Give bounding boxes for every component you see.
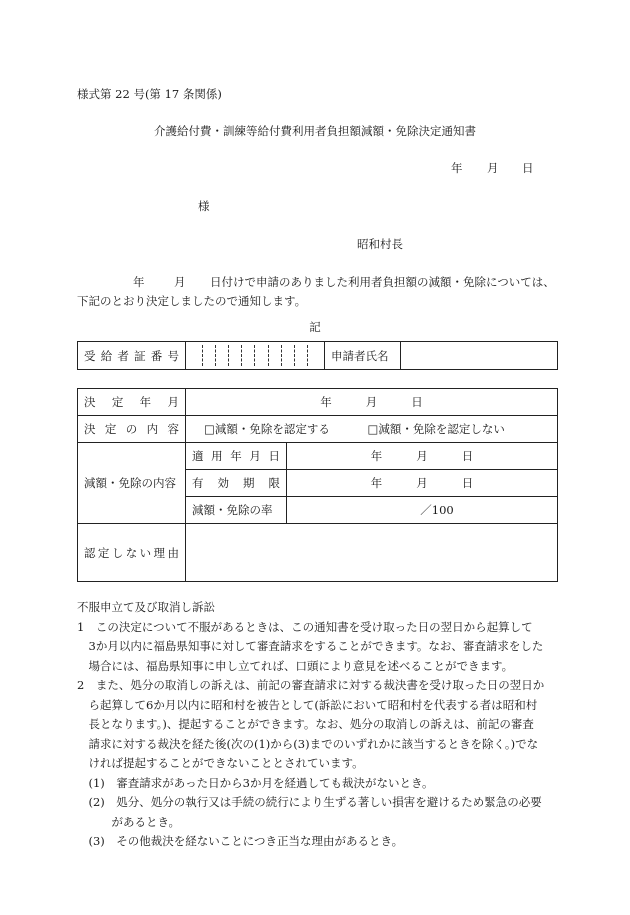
apply-month: 月	[416, 449, 428, 463]
intro-month: 月	[174, 275, 186, 289]
reduction-label: 減額・免除の内容	[78, 443, 186, 524]
apply-year: 年	[370, 449, 383, 463]
option-reject-checkbox[interactable]: □減額・免除を認定しない	[367, 422, 505, 436]
valid-year: 年	[370, 476, 383, 490]
date-day: 日	[522, 161, 534, 175]
recipient-number-boxes[interactable]	[186, 342, 325, 370]
apply-date-label: 適 用 年 月 日	[192, 449, 280, 463]
notes-line: 長となります。)、提起することができます。なお、処分の取消しの訴えは、前記の審査	[77, 717, 534, 731]
notes-line: 場合には、福島県知事に申し立てれば、口頭により意見を述べることができます。	[77, 658, 514, 673]
valid-day: 日	[461, 476, 474, 490]
reason-label: 認 定 し な い 理 由	[84, 545, 179, 560]
date-year: 年	[451, 161, 463, 175]
intro-line2: 下記のとおり決定しましたので通知します。	[77, 294, 307, 308]
issuer: 昭和村長	[357, 237, 403, 251]
apply-date-field[interactable]	[287, 443, 558, 470]
decision-day: 日	[411, 395, 423, 409]
recipient-number-label: 受 給 者 証 番 号	[84, 348, 179, 363]
notes-line: ら起算して6か月以内に昭和村を被告として(訴訟において昭和村を代表する者は昭和村	[77, 697, 538, 712]
decision-content-label: 決 定 の 内 容	[84, 422, 179, 436]
decision-date-label: 決 定 年 月	[84, 395, 179, 409]
rate-label: 減額・免除の率	[186, 497, 287, 524]
notes-line: 請求に対する裁決を経た後(次の(1)から(3)までのいずれかに該当するときを除く。)でな	[77, 736, 539, 751]
valid-period-label: 有 効 期 限	[192, 476, 280, 490]
decision-date-field[interactable]	[186, 389, 558, 416]
notes-line: 2 また、処分の取消しの訴えは、前記の審査請求に対する裁決書を受け取った日の翌日か	[77, 678, 545, 692]
rate-value: ／100	[420, 503, 454, 517]
notes-line: 1 この決定について不服があるときは、この通知書を受け取った日の翌日から起算して	[77, 619, 533, 634]
apply-day: 日	[461, 449, 474, 463]
notes-line: ければ提起することができないこととされています。	[77, 756, 364, 770]
applicant-name-label: 申請者氏名	[325, 342, 401, 370]
decision-content-field	[186, 416, 558, 443]
applicant-name-field[interactable]	[401, 342, 558, 370]
intro-year: 年	[133, 275, 145, 289]
recipient-table	[77, 341, 558, 370]
intro-line1: 日付けで申請のありました利用者負担額の減額・免除については、	[210, 275, 555, 289]
notes-line: 3か月以内に福島県知事に対して審査請求をすることができます。なお、審査請求をした	[77, 639, 544, 653]
reason-field[interactable]	[186, 524, 558, 582]
valid-period-field[interactable]	[287, 470, 558, 497]
document-title: 介護給付費・訓練等給付費利用者負担額減額・免除決定通知書	[154, 124, 476, 138]
date-month: 月	[487, 161, 499, 175]
notes-line: (3) その他裁決を経ないことにつき正当な理由があるとき。	[77, 834, 404, 848]
ki-heading: 記	[309, 320, 321, 334]
notes-line: (2) 処分、処分の執行又は手続の続行により生ずる著しい損害を避けるため緊急の必要	[77, 795, 542, 809]
form-number: 様式第 22 号(第 17 条関係)	[77, 87, 222, 101]
appeal-notes	[77, 598, 567, 852]
option-approve-checkbox[interactable]: □減額・免除を認定する	[204, 422, 330, 436]
addressee-suffix: 様	[198, 199, 210, 213]
decision-table	[77, 388, 558, 582]
notes-heading: 不服申立て及び取消し訴訟	[77, 600, 215, 614]
decision-year: 年	[320, 395, 332, 409]
notes-line: があるとき。	[77, 814, 181, 829]
decision-month: 月	[365, 395, 378, 409]
valid-month: 月	[416, 476, 428, 490]
rate-field[interactable]	[287, 497, 558, 524]
notes-line: (1) 審査請求があった日から3か月を経過しても裁決がないとき。	[77, 775, 434, 790]
